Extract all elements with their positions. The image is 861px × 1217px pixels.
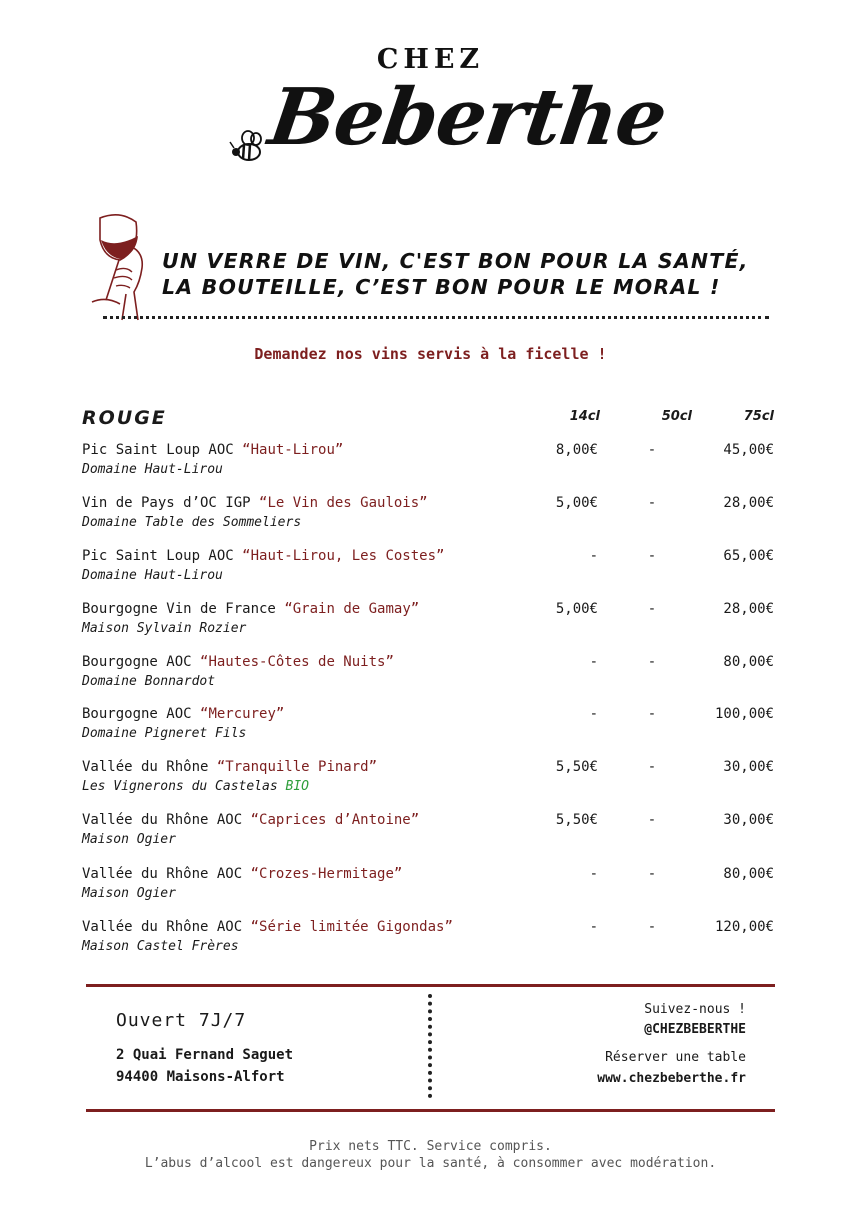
column-header-14cl: 14cl: [569, 409, 600, 424]
price-50cl: -: [647, 759, 657, 775]
price-14cl: 5,50€: [555, 812, 598, 828]
price-75cl: 30,00€: [723, 812, 774, 828]
opening-hours: Ouvert 7J/7: [116, 1010, 247, 1031]
wine-producer: Maison Castel Frères: [82, 939, 239, 954]
wine-appellation: Vallée du Rhône AOC: [82, 919, 243, 935]
price-14cl: -: [589, 919, 598, 935]
price-50cl: -: [647, 548, 657, 564]
wine-producer: Maison Ogier: [82, 886, 176, 901]
wine-name: [82, 442, 343, 458]
logo-chez: CHEZ: [376, 44, 485, 75]
price-50cl: -: [647, 866, 657, 882]
price-75cl: 80,00€: [723, 654, 774, 670]
slogan-line-1: UN VERRE DE VIN, C'EST BON POUR LA SANTÉ,: [162, 249, 749, 273]
legal-notes: [0, 1138, 861, 1172]
column-header-50cl: 50cl: [661, 409, 692, 424]
wine-name: [82, 866, 402, 882]
bee-icon: [226, 128, 266, 166]
wine-row: [82, 706, 782, 756]
wine-cuvee: “Hautes-Côtes de Nuits”: [200, 654, 394, 670]
price-75cl: 100,00€: [714, 706, 774, 722]
wine-producer: Domaine Haut-Lirou: [82, 462, 223, 477]
price-14cl: -: [589, 548, 598, 564]
wine-row: [82, 548, 782, 598]
wine-name: [82, 759, 377, 775]
column-header-75cl: 75cl: [743, 409, 774, 424]
wine-row: [82, 601, 782, 651]
logo-brand: Beberthe: [263, 72, 672, 163]
wine-appellation: Vallée du Rhône AOC: [82, 812, 243, 828]
wine-producer: Maison Ogier: [82, 832, 176, 847]
price-50cl: -: [647, 706, 657, 722]
price-14cl: 5,50€: [555, 759, 598, 775]
footer-bottom-rule: [86, 1109, 775, 1112]
price-50cl: -: [647, 495, 657, 511]
wine-cuvee: “Tranquille Pinard”: [216, 759, 378, 775]
wine-appellation: Bourgogne AOC: [82, 706, 192, 722]
address: [116, 1044, 293, 1088]
wine-cuvee: “Haut-Lirou, Les Costes”: [242, 548, 445, 564]
price-note: Prix nets TTC. Service compris.: [309, 1139, 552, 1154]
wine-name: [82, 601, 419, 617]
price-75cl: 28,00€: [723, 495, 774, 511]
address-line-1: 2 Quai Fernand Saguet: [116, 1047, 294, 1063]
wine-row: [82, 442, 782, 492]
price-14cl: 5,00€: [555, 601, 598, 617]
wine-cuvee: “Série limitée Gigondas”: [250, 919, 453, 935]
wine-cuvee: “Crozes-Hermitage”: [250, 866, 403, 882]
address-line-2: 94400 Maisons-Alfort: [116, 1069, 285, 1085]
wine-producer: Domaine Haut-Lirou: [82, 568, 223, 583]
wine-name: [82, 654, 394, 670]
footer-dotted-separator: [428, 994, 432, 1098]
wine-producer: Domaine Bonnardot: [82, 674, 216, 689]
wine-row: [82, 812, 782, 862]
price-14cl: 5,00€: [555, 495, 598, 511]
reserve-label: Réserver une table: [605, 1050, 746, 1065]
ficelle-notice: Demandez nos vins servis à la ficelle !: [254, 345, 607, 363]
wine-cuvee: “Haut-Lirou”: [242, 442, 344, 458]
wine-row: [82, 495, 782, 545]
price-75cl: 30,00€: [723, 759, 774, 775]
wine-cuvee: “Le Vin des Gaulois”: [259, 495, 428, 511]
slogan: [162, 248, 782, 300]
wine-appellation: Bourgogne AOC: [82, 654, 192, 670]
price-50cl: -: [647, 442, 657, 458]
wine-row: [82, 759, 782, 809]
section-title: ROUGE: [82, 407, 167, 429]
wine-appellation: Vin de Pays d’OC IGP: [82, 495, 251, 511]
footer-top-rule: [86, 984, 775, 987]
wine-appellation: Bourgogne Vin de France: [82, 601, 276, 617]
wine-name: [82, 812, 419, 828]
price-75cl: 65,00€: [723, 548, 774, 564]
price-14cl: 8,00€: [555, 442, 598, 458]
wine-producer: Les Vignerons du Castelas BIO: [82, 779, 309, 794]
price-75cl: 28,00€: [723, 601, 774, 617]
wine-row: [82, 919, 782, 969]
follow-label: Suivez-nous !: [644, 1002, 746, 1017]
wine-name: [82, 919, 453, 935]
price-50cl: -: [647, 601, 657, 617]
social-handle[interactable]: @CHEZBEBERTHE: [644, 1022, 746, 1037]
price-14cl: -: [589, 866, 598, 882]
price-14cl: -: [589, 654, 598, 670]
price-75cl: 45,00€: [723, 442, 774, 458]
wine-cuvee: “Mercurey”: [200, 706, 285, 722]
price-50cl: -: [647, 812, 657, 828]
price-75cl: 120,00€: [714, 919, 774, 935]
wine-cuvee: “Caprices d’Antoine”: [250, 812, 420, 828]
wine-producer: Domaine Pigneret Fils: [82, 726, 247, 741]
wine-appellation: Vallée du Rhône: [82, 759, 209, 775]
wine-row: [82, 654, 782, 704]
wine-appellation: Vallée du Rhône AOC: [82, 866, 243, 882]
slogan-line-2: LA BOUTEILLE, C’EST BON POUR LE MORAL !: [162, 275, 721, 299]
wine-producer: Maison Sylvain Rozier: [82, 621, 247, 636]
wine-appellation: Pic Saint Loup AOC: [82, 548, 234, 564]
wine-row: [82, 866, 782, 916]
wine-name: [82, 706, 284, 722]
wine-cuvee: “Grain de Gamay”: [284, 601, 420, 617]
wine-name: [82, 495, 428, 511]
website-link[interactable]: www.chezbeberthe.fr: [597, 1071, 746, 1086]
price-50cl: -: [647, 654, 657, 670]
price-14cl: -: [589, 706, 598, 722]
dotted-divider: [103, 316, 769, 319]
price-50cl: -: [647, 919, 657, 935]
wine-glass-icon: [86, 210, 156, 322]
bio-label: BIO: [285, 779, 309, 794]
wine-name: [82, 548, 444, 564]
alcohol-warning: L’abus d’alcool est dangereux pour la santé, à consommer avec modération.: [144, 1156, 717, 1171]
wine-producer: Domaine Table des Sommeliers: [82, 515, 302, 530]
price-75cl: 80,00€: [723, 866, 774, 882]
wine-appellation: Pic Saint Loup AOC: [82, 442, 234, 458]
